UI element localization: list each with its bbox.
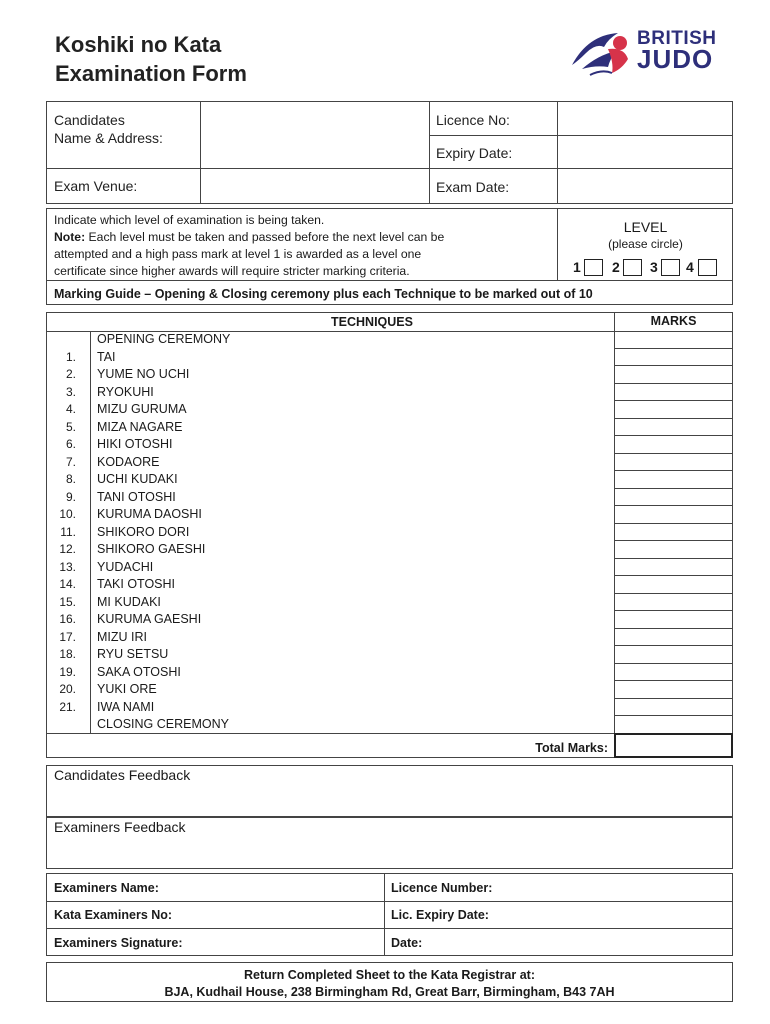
table-row <box>46 646 733 664</box>
technique-mark-field[interactable] <box>615 454 733 472</box>
licence-no-field[interactable] <box>558 102 732 134</box>
technique-number: 15. <box>59 594 76 609</box>
table-row <box>46 611 733 629</box>
exam-date-label: Exam Date: <box>436 179 510 195</box>
technique-mark-field[interactable] <box>615 646 733 664</box>
technique-mark-field[interactable] <box>615 716 733 734</box>
table-row <box>46 594 733 612</box>
table-row <box>46 384 733 402</box>
table-row <box>46 559 733 577</box>
table-row <box>46 419 733 437</box>
technique-mark-field[interactable] <box>615 611 733 629</box>
technique-name: YUKI ORE <box>97 682 157 696</box>
table-row <box>46 699 733 717</box>
level-option-2-label: 2 <box>612 259 620 275</box>
return-address: BJA, Kudhail House, 238 Birmingham Rd, Great Barr, Birmingham, B43 7AH <box>164 985 615 999</box>
technique-name: SHIKORO GAESHI <box>97 542 206 556</box>
expiry-date-field[interactable] <box>558 136 732 167</box>
level-option-4-checkbox[interactable] <box>698 259 717 276</box>
title-line-2: Examination Form <box>55 61 247 86</box>
total-marks-label: Total Marks: <box>535 741 608 755</box>
technique-name: KURUMA DAOSHI <box>97 507 202 521</box>
technique-number: 5. <box>65 419 76 434</box>
logo-text-judo: JUDO <box>637 44 714 74</box>
technique-name: MI KUDAKI <box>97 594 161 609</box>
level-option-1-label: 1 <box>573 259 581 275</box>
technique-name: CLOSING CEREMONY <box>97 717 229 731</box>
kata-examiners-no-label: Kata Examiners No: <box>54 908 173 922</box>
technique-number: 19. <box>59 664 76 679</box>
table-row <box>46 524 733 542</box>
technique-mark-field[interactable] <box>615 576 733 594</box>
technique-mark-field[interactable] <box>615 401 733 419</box>
technique-number: 7. <box>65 454 76 469</box>
examiner-licence-number-label: Licence Number: <box>391 881 493 895</box>
exam-venue-field[interactable] <box>201 169 428 203</box>
level-note-line1: Note: Each level must be taken and passed before the next level can be <box>54 230 445 244</box>
lic-expiry-date-label: Lic. Expiry Date: <box>391 908 489 922</box>
technique-number: 11. <box>60 524 76 539</box>
technique-number: 10. <box>59 507 76 521</box>
table-row <box>46 454 733 472</box>
technique-number: 18. <box>59 647 76 661</box>
technique-name: RYOKUHI <box>97 384 154 399</box>
level-instruction-text: Indicate which level of examination is being taken. <box>54 213 325 227</box>
level-heading: LEVEL <box>623 219 668 235</box>
return-instruction: Return Completed Sheet to the Kata Registrar at: <box>243 968 535 982</box>
techniques-header: TECHNIQUES <box>331 315 413 329</box>
technique-mark-field[interactable] <box>615 699 733 717</box>
technique-name: TANI OTOSHI <box>97 489 176 504</box>
technique-mark-field[interactable] <box>615 664 733 682</box>
technique-name: MIZU IRI <box>97 629 147 644</box>
candidates-feedback-label: Candidates Feedback <box>54 767 191 783</box>
examiners-name-label: Examiners Name: <box>54 881 159 895</box>
table-row <box>46 489 733 507</box>
marking-guide: Marking Guide – Opening & Closing ceremony plus each Technique to be marked out of 10 <box>54 287 593 301</box>
level-option-2-checkbox[interactable] <box>623 259 642 276</box>
title-line-1: Koshiki no Kata <box>55 32 222 57</box>
technique-name: MIZU GURUMA <box>97 402 187 416</box>
technique-mark-field[interactable] <box>615 366 733 384</box>
technique-number: 12. <box>59 542 76 556</box>
examiner-date-label: Date: <box>391 936 423 950</box>
table-row <box>46 331 733 349</box>
technique-number: 4. <box>65 402 76 416</box>
page-title <box>55 30 247 88</box>
table-row <box>46 541 733 559</box>
technique-name: SAKA OTOSHI <box>97 664 181 679</box>
level-note-line2: attempted and a high pass mark at level 1 is awarded as a level one <box>54 247 422 261</box>
technique-name: YUDACHI <box>97 559 154 574</box>
table-row <box>46 401 733 419</box>
technique-name: OPENING CEREMONY <box>97 332 231 346</box>
technique-number: 2. <box>65 367 76 381</box>
examiners-signature-label: Examiners Signature: <box>54 936 183 950</box>
exam-date-field[interactable] <box>558 169 732 203</box>
technique-mark-field[interactable] <box>615 436 733 454</box>
technique-number: 21. <box>59 699 76 714</box>
table-row <box>46 716 733 734</box>
level-option-3-checkbox[interactable] <box>661 259 680 276</box>
exam-venue-label: Exam Venue: <box>54 178 138 194</box>
level-option-4-label: 4 <box>686 259 694 275</box>
technique-mark-field[interactable] <box>615 524 733 542</box>
technique-mark-field[interactable] <box>615 681 733 699</box>
technique-number: 9. <box>65 489 76 504</box>
technique-number: 6. <box>65 437 76 451</box>
table-row <box>46 576 733 594</box>
table-row <box>46 681 733 699</box>
technique-mark-field[interactable] <box>615 541 733 559</box>
table-row <box>46 366 733 384</box>
technique-mark-field[interactable] <box>615 471 733 489</box>
technique-name: KODAORE <box>97 454 160 469</box>
table-row <box>46 471 733 489</box>
level-option-3-label: 3 <box>650 259 658 275</box>
examiners-feedback-label: Examiners Feedback <box>54 819 186 835</box>
technique-name: RYU SETSU <box>97 647 169 661</box>
technique-mark-field[interactable] <box>615 594 733 612</box>
technique-name: KURUMA GAESHI <box>97 612 202 626</box>
level-hint: (please circle) <box>608 237 683 251</box>
technique-mark-field[interactable] <box>615 419 733 437</box>
table-row <box>46 506 733 524</box>
technique-mark-field[interactable] <box>615 506 733 524</box>
table-row <box>46 436 733 454</box>
technique-number: 8. <box>65 472 76 486</box>
technique-name: SHIKORO DORI <box>97 524 190 539</box>
expiry-date-label: Expiry Date: <box>436 145 513 161</box>
technique-number: 14. <box>59 577 76 591</box>
technique-name: IWA NAMI <box>97 699 155 714</box>
level-instructions <box>54 212 554 280</box>
technique-number: 16. <box>59 612 76 626</box>
table-row <box>46 629 733 647</box>
technique-number: 3. <box>65 384 76 399</box>
technique-number: 1. <box>65 349 76 364</box>
technique-number: 20. <box>59 682 76 696</box>
technique-mark-field[interactable] <box>615 384 733 402</box>
level-note-line3: certificate since higher awards will require stricter marking criteria. <box>54 264 410 278</box>
table-row <box>46 349 733 367</box>
marks-header: MARKS <box>650 314 697 328</box>
candidates-label: Candidates Name & Address: <box>54 112 163 146</box>
technique-name: UCHI KUDAKI <box>97 472 178 486</box>
technique-name: YUME NO UCHI <box>97 367 190 381</box>
technique-mark-field[interactable] <box>615 489 733 507</box>
technique-mark-field[interactable] <box>615 331 733 349</box>
technique-number: 13. <box>59 559 76 574</box>
technique-number: 17. <box>59 629 76 644</box>
logo-text-british: BRITISH <box>637 28 717 49</box>
table-row <box>46 664 733 682</box>
technique-mark-field[interactable] <box>615 559 733 577</box>
candidate-name-address-field[interactable] <box>201 102 428 167</box>
technique-name: MIZA NAGARE <box>97 419 183 434</box>
technique-name: TAKI OTOSHI <box>97 577 176 591</box>
technique-mark-field[interactable] <box>615 349 733 367</box>
technique-mark-field[interactable] <box>615 629 733 647</box>
level-option-1-checkbox[interactable] <box>584 259 603 276</box>
technique-name: TAI <box>97 349 116 364</box>
technique-name: HIKI OTOSHI <box>97 437 173 451</box>
total-marks-field[interactable] <box>614 733 733 758</box>
licence-no-label: Licence No: <box>436 112 510 128</box>
